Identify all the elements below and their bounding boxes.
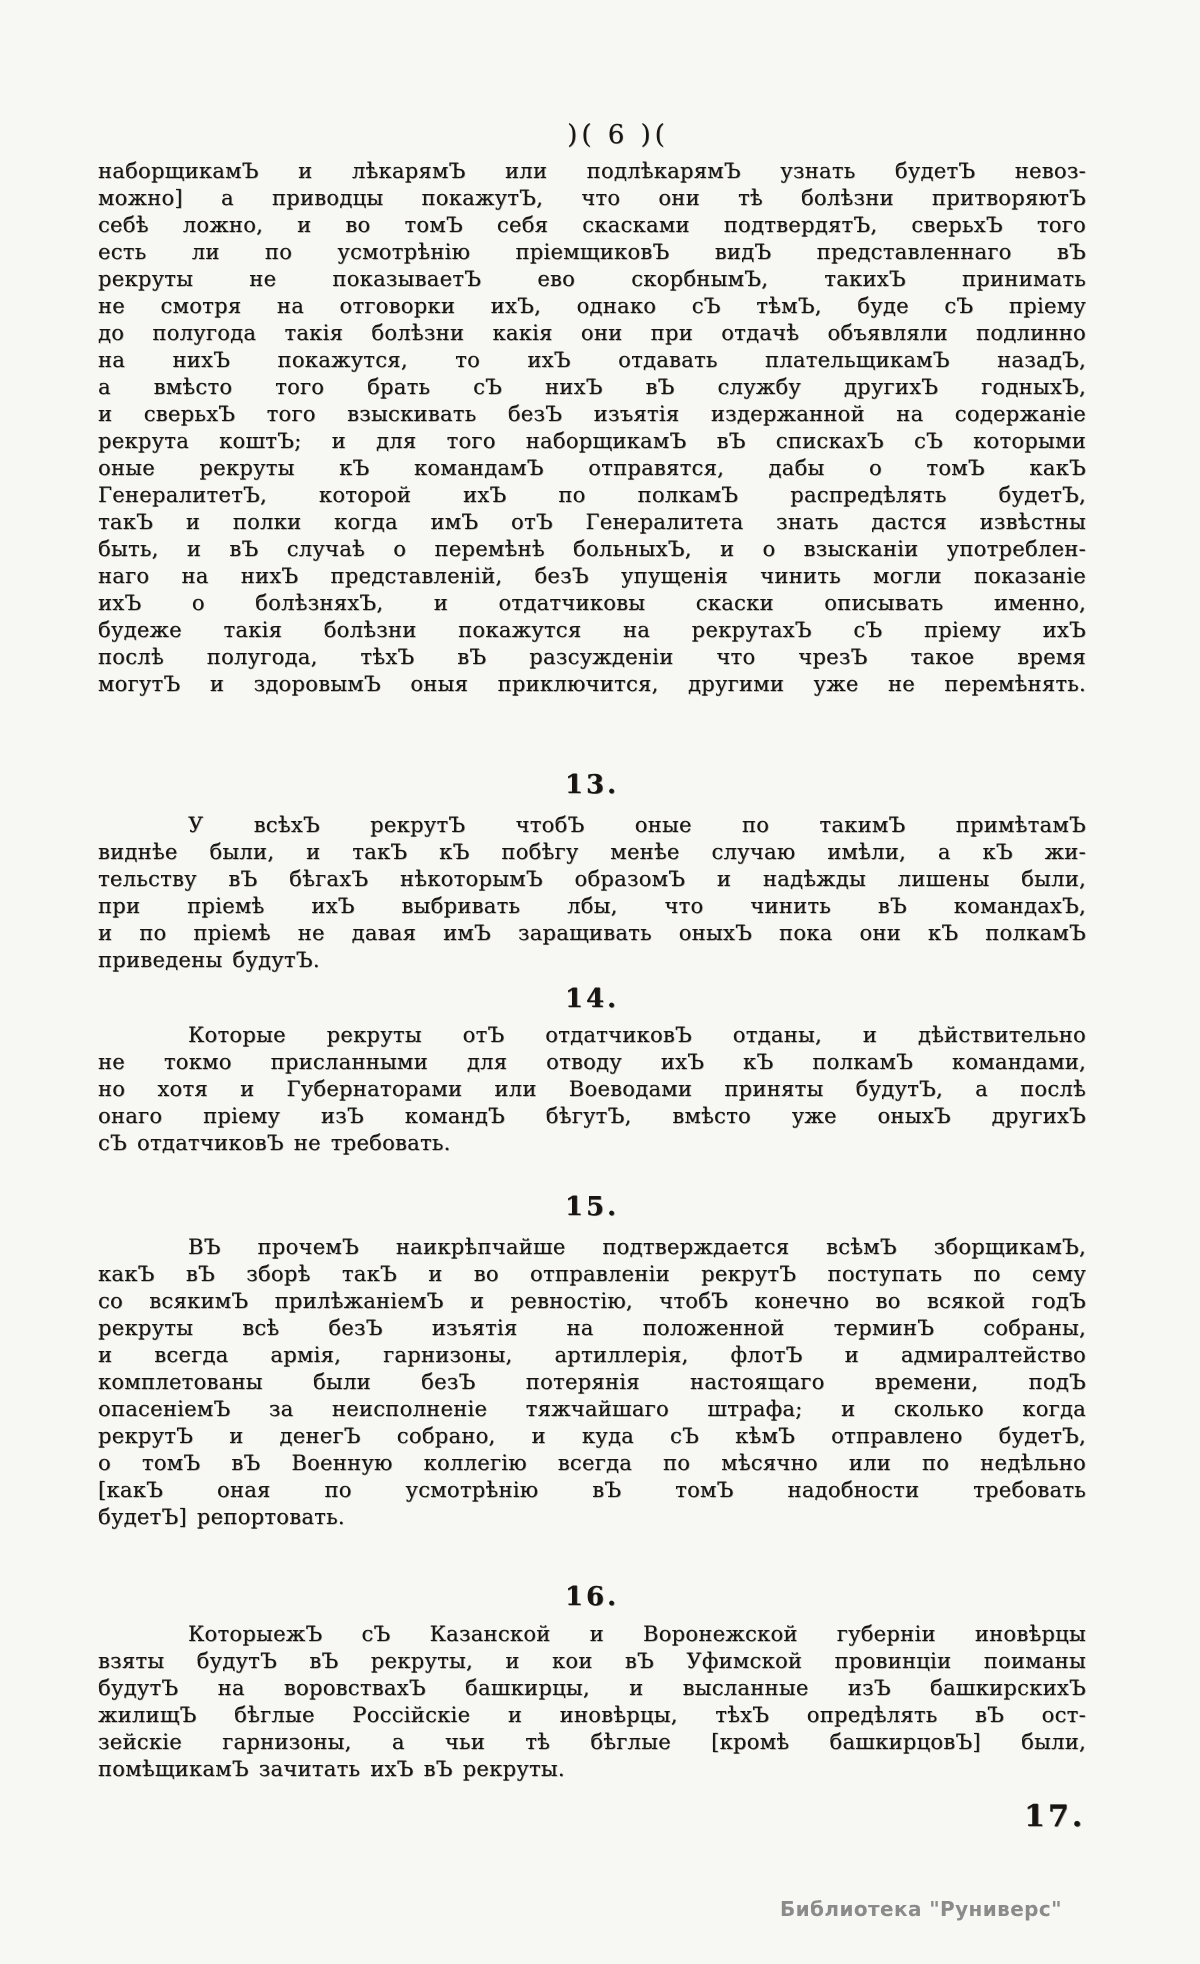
text-line: рекруты всѣ безЪ изъятія на положенной терминЪ собраны, (98, 1316, 1086, 1340)
text-line: будутЪ на воровствахЪ башкирцы, и высланные изЪ башкирскихЪ (98, 1676, 1086, 1700)
section-14-number: 14. (564, 984, 620, 1014)
text-line: рекрутЪ и денегЪ собрано, и куда сЪ кѣмЪ отправлено будетЪ, (98, 1424, 1086, 1448)
text-line: себѣ ложно, и во томЪ себя скасками подтвердятЪ, сверьхЪ того (98, 213, 1086, 237)
page-header-mark: )( 6 )( (567, 120, 669, 150)
text-line: рекрута коштЪ; и для того наборщикамЪ вЪ спискахЪ сЪ которыми (98, 429, 1086, 453)
text-line: Которые рекруты отЪ отдатчиковЪ отданы, и дѣйствительно (188, 1023, 1086, 1047)
text-line: наго на нихЪ представленій, безЪ упущенія чинить могли показаніе (98, 564, 1086, 588)
text-line: до полугода такія болѣзни какія они при отдачѣ объявляли подлинно (98, 321, 1086, 345)
text-line: наборщикамЪ и лѣкарямЪ или подлѣкарямЪ узнать будетЪ невоз- (98, 159, 1086, 183)
text-line: ВЪ прочемЪ наикрѣпчайше подтверждается всѣмЪ зборщикамЪ, (188, 1235, 1086, 1259)
text-line: при пріемѣ ихЪ выбривать лбы, что чинить вЪ командахЪ, (98, 894, 1086, 918)
text-line: сЪ отдатчиковЪ не требовать. (98, 1131, 451, 1155)
section-13-paragraph (98, 812, 1086, 974)
text-line: а вмѣсто того брать сЪ нихЪ вЪ службу другихЪ годныхЪ, (98, 375, 1086, 399)
text-line: тельству вЪ бѣгахЪ нѣкоторымЪ образомЪ и надѣжды лишены были, (98, 867, 1086, 891)
text-line: [какЪ оная по усмотрѣнію вЪ томЪ надобности требовать (98, 1478, 1086, 1502)
text-line: есть ли по усмотрѣнію пріемщиковЪ видЪ представленнаго вЪ (98, 240, 1086, 264)
text-line: и по пріемѣ не давая имЪ заращивать оныхЪ пока они кЪ полкамЪ (98, 921, 1086, 945)
runivers-library-watermark: Библиотека "Руниверс" (780, 1897, 1062, 1921)
text-line: ГенералитетЪ, которой ихЪ по полкамЪ распредѣлять будетЪ, (98, 483, 1086, 507)
text-line: оные рекруты кЪ командамЪ отправятся, дабы о томЪ какЪ (98, 456, 1086, 480)
text-line: комплетованы были безЪ потерянія настоящаго времени, подЪ (98, 1370, 1086, 1394)
text-line: и всегда армія, гарнизоны, артиллерія, флотЪ и адмиралтейство (98, 1343, 1086, 1367)
text-line: рекруты не показываетЪ ево скорбнымЪ, такихЪ принимать (98, 267, 1086, 291)
text-line: жилищЪ бѣглые Россійскіе и иновѣрцы, тѣхЪ опредѣлять вЪ ост- (98, 1703, 1086, 1727)
text-line: со всякимЪ прилѣжаніемЪ и ревностію, чтобЪ конечно во всякой годЪ (98, 1289, 1086, 1313)
text-line: взяты будутЪ вЪ рекруты, и кои вЪ Уфимской провинціи поиманы (98, 1649, 1086, 1673)
text-line: опасеніемЪ за неисполненіе тяжчайшаго штрафа; и сколько когда (98, 1397, 1086, 1421)
section-15-number: 15. (564, 1192, 620, 1222)
text-line: приведены будутЪ. (98, 948, 320, 972)
page-signature-number: 17. (1024, 1799, 1086, 1834)
text-line: У всѣхЪ рекрутЪ чтобЪ оные по такимЪ примѣтамЪ (188, 813, 1086, 837)
text-line: не смотря на отговорки ихЪ, однако сЪ тѣмЪ, буде сЪ пріему (98, 294, 1086, 318)
text-line: онаго пріему изЪ командЪ бѣгутЪ, вмѣсто уже оныхЪ другихЪ (98, 1104, 1086, 1128)
section-16-number: 16. (564, 1582, 620, 1612)
paragraph-intro-continuation (98, 158, 1086, 698)
text-line: на нихЪ покажутся, то ихЪ отдавать плательщикамЪ назадЪ, (98, 348, 1086, 372)
text-line: могутЪ и здоровымЪ оныя приключится, другими уже не перемѣнять. (98, 672, 1086, 696)
text-line: будеже такія болѣзни покажутся на рекрутахЪ сЪ пріему ихЪ (98, 618, 1086, 642)
text-line: помѣщикамЪ зачитать ихЪ вЪ рекруты. (98, 1757, 565, 1781)
text-line: будетЪ] репортовать. (98, 1505, 345, 1529)
section-14-paragraph (98, 1022, 1086, 1157)
text-line: можно] а приводцы покажутЪ, что они тѣ болѣзни притворяютЪ (98, 186, 1086, 210)
text-line: такЪ и полки когда имЪ отЪ Генералитета знать дастся извѣстны (98, 510, 1086, 534)
section-15-paragraph (98, 1234, 1086, 1531)
text-line: послѣ полугода, тѣхЪ вЪ разсужденіи что чрезЪ такое время (98, 645, 1086, 669)
text-line: КоторыежЪ сЪ Казанской и Воронежской губерніи иновѣрцы (188, 1622, 1086, 1646)
text-line: о томЪ вЪ Военную коллегію всегда по мѣсячно или по недѣльно (98, 1451, 1086, 1475)
text-line: какЪ вЪ зборѣ такЪ и во отправленіи рекрутЪ поступать по сему (98, 1262, 1086, 1286)
text-line: и сверьхЪ того взыскивать безЪ изъятія издержанной на содержаніе (98, 402, 1086, 426)
text-line: быть, и вЪ случаѣ о перемѣнѣ больныхЪ, и о взысканіи употреблен- (98, 537, 1086, 561)
section-13-number: 13. (564, 770, 620, 800)
text-line: но хотя и Губернаторами или Воеводами приняты будутЪ, а послѣ (98, 1077, 1086, 1101)
text-line: виднѣе были, и такЪ кЪ побѣгу менѣе случаю имѣли, а кЪ жи- (98, 840, 1086, 864)
text-line: ихЪ о болѣзняхЪ, и отдатчиковы скаски описывать именно, (98, 591, 1086, 615)
section-16-paragraph (98, 1621, 1086, 1783)
text-line: не токмо присланными для отводу ихЪ кЪ полкамЪ командами, (98, 1050, 1086, 1074)
text-line: зейскіе гарнизоны, а чьи тѣ бѣглые [кромѣ башкирцовЪ] были, (98, 1730, 1086, 1754)
